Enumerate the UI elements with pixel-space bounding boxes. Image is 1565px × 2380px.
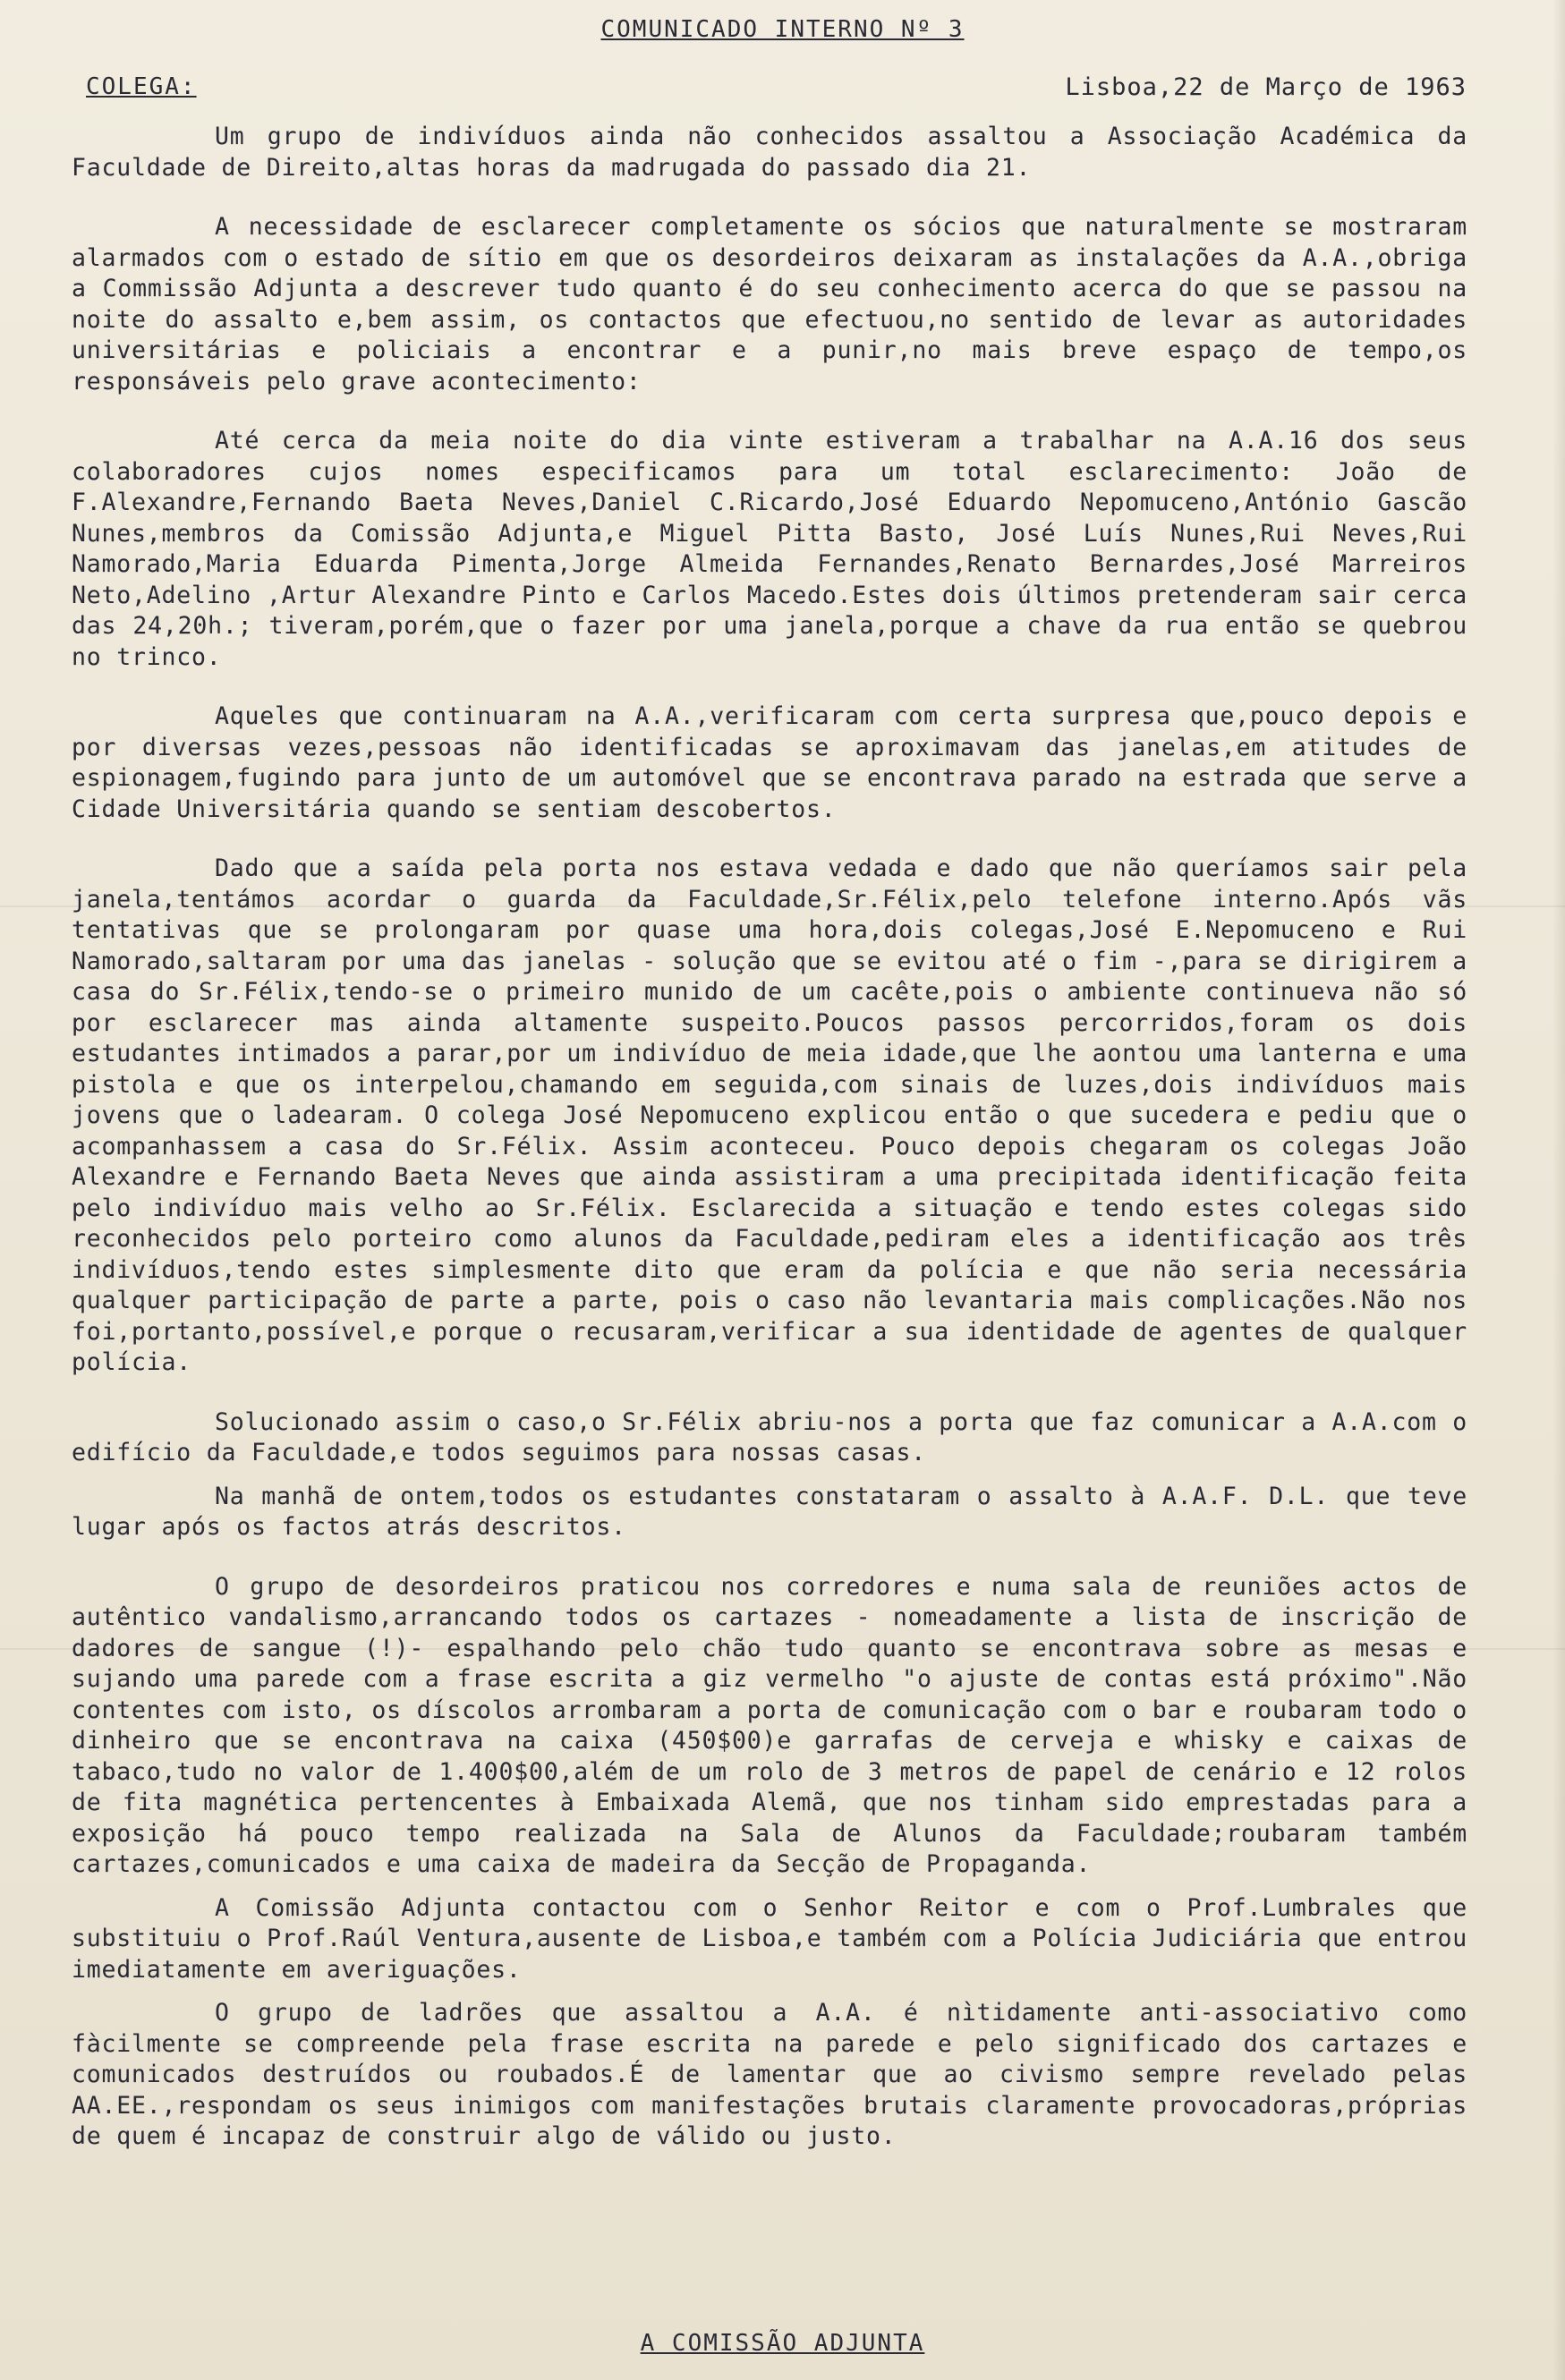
paragraph: Aqueles que continuaram na A.A.,verificaram com certa surpresa que,pouco depois e por diversas vezes,pessoas não identificadas se aproximavam das janelas,em atitudes de espionagem,fugindo para junto de um automóvel que se encontrava parado na estrada que serve a Cidade Universitária quando se sentiam descobertos. — [72, 702, 1467, 823]
paragraph: Na manhã de ontem,todos os estudantes constataram o assalto à A.A.F. D.L. que teve lugar após os factos atrás descritos. — [72, 1482, 1467, 1541]
date-line: Lisboa,22 de Março de 1963 — [1065, 73, 1467, 101]
paragraph: Dado que a saída pela porta nos estava vedada e dado que não queríamos sair pela janela,tentámos acordar o guarda da Faculdade,Sr.Félix,pelo telefone interno.Após vãs tentativas que se prolongaram por quase uma hora,dois colegas,José E.Nepomuceno e Rui Namorado,saltaram por uma das janelas - solução que se evitou até o fim -,para se dirigirem a casa do Sr.Félix,tendo-se o primeiro munido de um cacête,pois o ambiente continueva não só por esclarecer mas ainda altamente suspeito.Poucos passos percorridos,foram os dois estudantes intimados a parar,por um indivíduo de meia idade,que lhe aontou uma lanterna e uma pistola e que os interpelou,chamando em seguida,com sinais de luzes,dois indivíduos mais jovens que o ladearam. O colega José Nepomuceno explicou então o que sucedera e pediu que o acompanhassem a casa do Sr.Félix. Assim aconteceu. Pouco depois chegaram os colegas João Alexandre e Fernando Baeta Neves que ainda assistiram a uma precipitada identificação feita pelo indivíduo mais velho ao Sr.Félix. Esclarecida a situação e tendo estes colegas sido reconhecidos pelo porteiro como alunos da Faculdade,pediram eles a identificação aos três indivíduos,tendo estes simplesmente dito que eram da polícia e que não seria necessária qualquer participação de parte a parte, pois o caso não levantaria mais complicações.Não nos foi,portanto,possível,e porque o recusaram,verificar a sua identidade de agentes de qualquer polícia. — [72, 854, 1467, 1376]
paper-edge-shadow — [1552, 0, 1565, 2380]
signature: A COMISSÃO ADJUNTA — [640, 2330, 925, 2357]
paragraph: Até cerca da meia noite do dia vinte estiveram a trabalhar na A.A.16 dos seus colaboradores cujos nomes especificamos para um total esclarecimento: João de F.Alexandre,Fernando Baeta Neves,Daniel C.Ricardo,José Eduardo Nepomuceno,António Gascão Nunes,membros da Comissão Adjunta,e Miguel Pitta Basto, José Luís Nunes,Rui Neves,Rui Namorado,Maria Eduarda Pimenta,Jorge Almeida Fernandes,Renato Bernardes,José Marreiros Neto,Adelino ,Artur Alexandre Pinto e Carlos Macedo.Estes dois últimos pretenderam sair cerca das 24,20h.; tiveram,porém,que o fazer por uma janela,porque a chave da rua então se quebrou no trinco. — [72, 427, 1467, 671]
document-body — [72, 122, 1467, 2165]
paragraph: O grupo de desordeiros praticou nos corredores e numa sala de reuniões actos de autêntico vandalismo,arrancando todos os cartazes - nomeadamente a lista de inscrição de dadores de sangue (!)- espalhando pelo chão tudo quanto se encontrava sobre as mesas e sujando uma parede com a frase escrita a giz vermelho "o ajuste de contas está próximo".Não contentes com isto, os díscolos arrombaram a porta de comunicação com o bar e roubaram todo o dinheiro que se encontrava na caixa (450$00)e garrafas de cerveja e whisky e caixas de tabaco,tudo no valor de 1.400$00,além de um rolo de 3 metros de papel de cenário e 12 rolos de fita magnética pertencentes à Embaixada Alemã, que nos tinham sido emprestadas para a exposição há pouco tempo realizada na Sala de Alunos da Faculdade;roubaram também cartazes,comunicados e uma caixa de madeira da Secção de Propaganda. — [72, 1572, 1467, 1878]
paragraph: A necessidade de esclarecer completamente os sócios que naturalmente se mostraram alarmados com o estado de sítio em que os desordeiros deixaram as instalações da A.A.,obriga a Commissão Adjunta a descrever tudo quanto é do seu conhecimento acerca do que se passou na noite do assalto e,bem assim, os contactos que efectuou,no sentido de levar as autoridades universitárias e policiais a encontrar e a punir,no mais breve espaço de tempo,os responsáveis pelo grave acontecimento: — [72, 213, 1467, 395]
paragraph: Um grupo de indivíduos ainda não conhecidos assaltou a Associação Académica da Faculdade de Direito,altas horas da madrugada do passado dia 21. — [72, 123, 1467, 182]
paragraph: O grupo de ladrões que assaltou a A.A. é nìtidamente anti-associativo como fàcilmente se compreende pela frase escrita na parede e pelo significado dos cartazes e comunicados destruídos ou roubados.É de lamentar que ao civismo sempre revelado pelas AA.EE.,respondam os seus inimigos com manifestações brutais claramente provocadoras,próprias de quem é incapaz de construir algo de válido ou justo. — [72, 1999, 1467, 2150]
paragraph: A Comissão Adjunta contactou com o Senhor Reitor e com o Prof.Lumbrales que substituiu o Prof.Raúl Ventura,ausente de Lisboa,e também com a Polícia Judiciária que entrou imediatamente em averiguações. — [72, 1893, 1467, 1984]
paragraph: Solucionado assim o caso,o Sr.Félix abriu-nos a porta que faz comunicar a A.A.com o edifício da Faculdade,e todos seguimos para nossas casas. — [72, 1407, 1467, 1466]
document-title: COMUNICADO INTERNO Nº 3 — [600, 16, 965, 43]
greeting: COLEGA: — [86, 73, 197, 100]
